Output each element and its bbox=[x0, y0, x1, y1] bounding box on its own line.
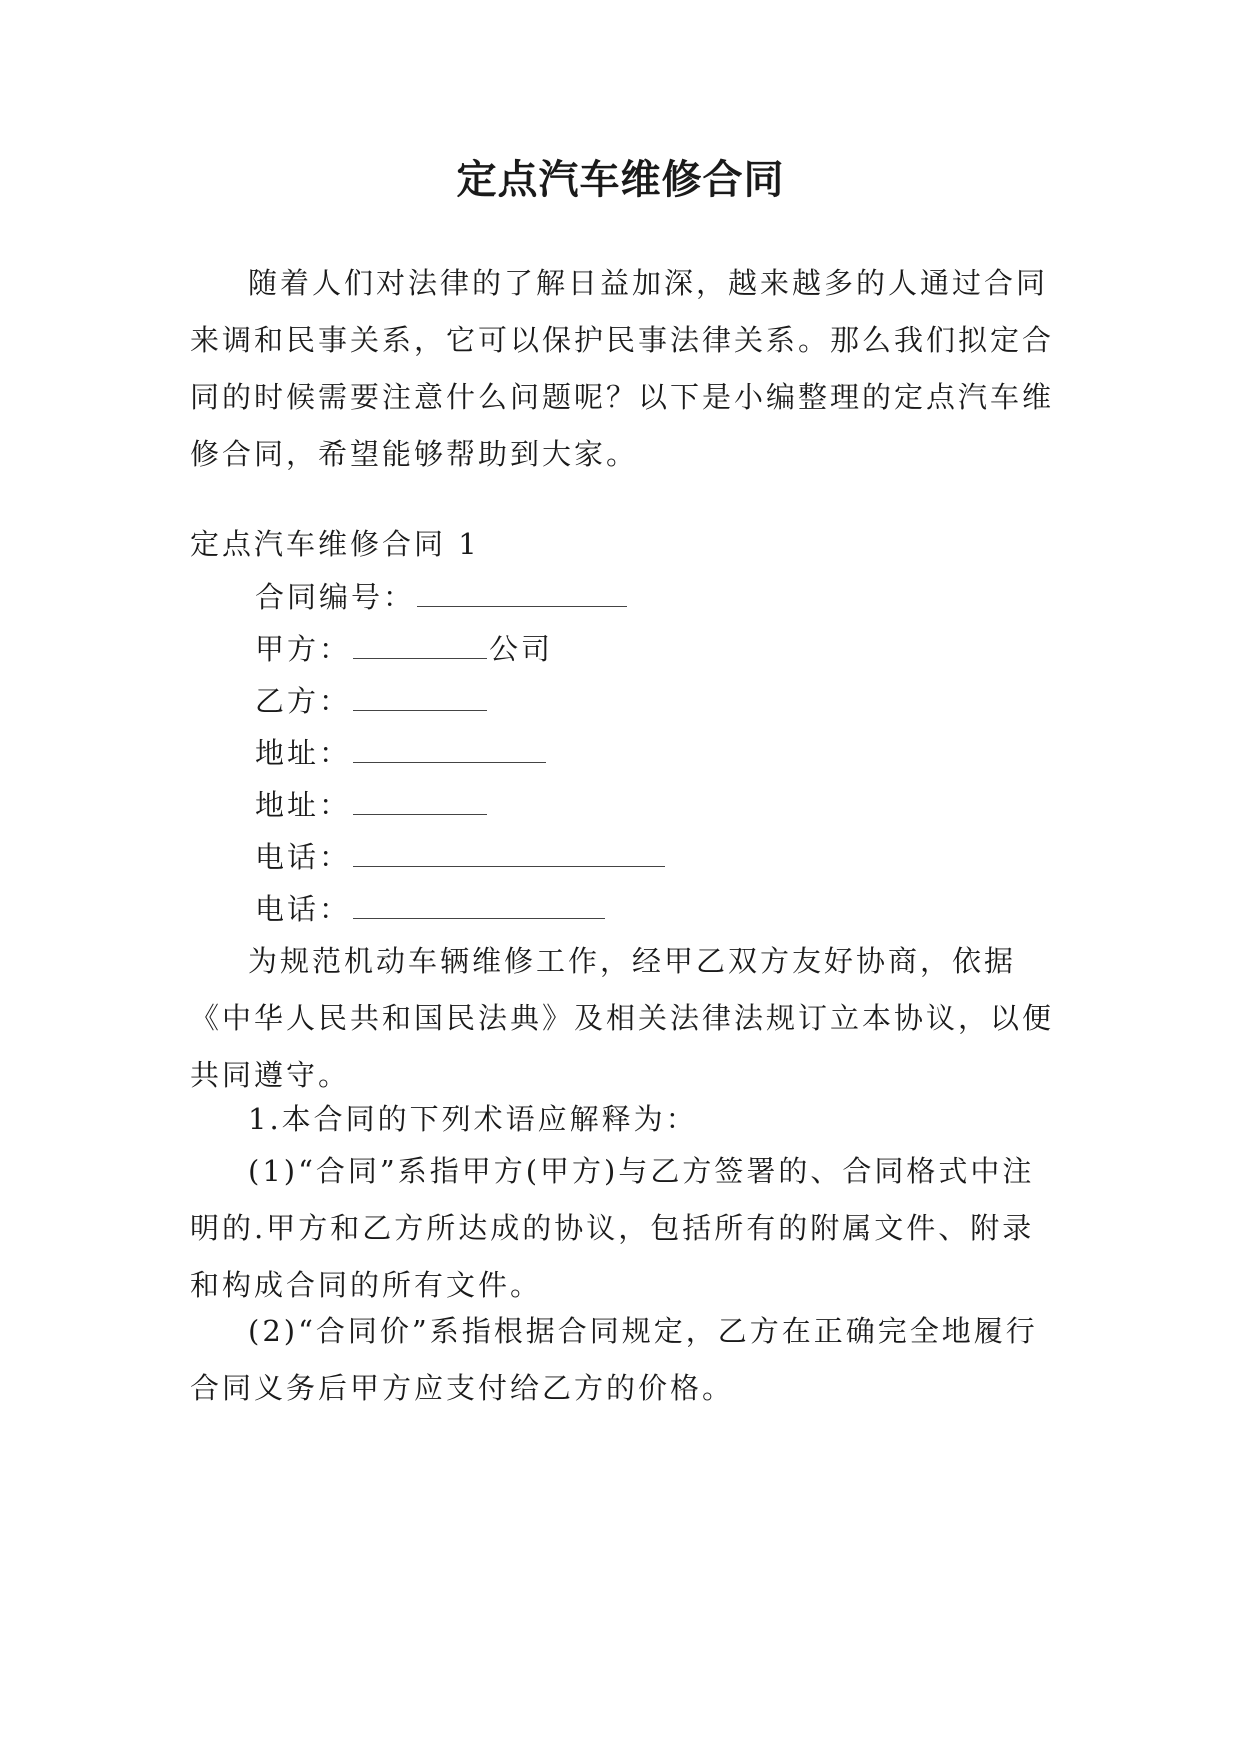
section-heading: 定点汽车维修合同 1 bbox=[190, 527, 480, 561]
field-label: 电话： bbox=[255, 840, 352, 874]
party-a-blank bbox=[353, 636, 487, 659]
field-label: 合同编号： bbox=[255, 580, 416, 614]
party-b-blank bbox=[353, 688, 487, 711]
clause-1-1: (1)“合同”系指甲方(甲方)与乙方签署的、合同格式中注明的.甲方和乙方所达成的协议，包括所有的附属文件、附录和构成合同的所有文件。 bbox=[190, 1154, 1035, 1302]
clause-1: 1.本合同的下列术语应解释为： bbox=[248, 1102, 698, 1136]
party-a-field bbox=[255, 621, 553, 678]
phone-field-a bbox=[255, 829, 667, 886]
document-title: 定点汽车维修合同 bbox=[456, 157, 785, 203]
field-label: 地址： bbox=[255, 736, 352, 770]
purpose-paragraph: 为规范机动车辆维修工作，经甲乙双方友好协商，依据《中华人民共和国民法典》及相关法律法规订立本协议，以便共同遵守。 bbox=[190, 944, 1055, 1092]
contract-number-blank bbox=[417, 584, 627, 607]
address-a-blank bbox=[353, 740, 546, 763]
phone-a-blank bbox=[353, 844, 665, 867]
phone-field-b bbox=[255, 881, 607, 938]
contract-number-field bbox=[255, 569, 629, 626]
clause-1-2: (2)“合同价”系指根据合同规定，乙方在正确完全地履行合同义务后甲方应支付给乙方的价格。 bbox=[190, 1314, 1038, 1405]
address-field-a bbox=[255, 725, 548, 782]
field-label: 甲方： bbox=[255, 632, 352, 666]
address-field-b bbox=[255, 777, 489, 834]
intro-paragraph: 随着人们对法律的了解日益加深，越来越多的人通过合同来调和民事关系，它可以保护民事法律关系。那么我们拟定合同的时候需要注意什么问题呢？以下是小编整理的定点汽车维修合同，希望能够帮助到大家。 bbox=[190, 266, 1055, 471]
field-label: 乙方： bbox=[255, 684, 352, 718]
party-b-field bbox=[255, 673, 489, 730]
address-b-blank bbox=[353, 792, 487, 815]
field-suffix: 公司 bbox=[489, 632, 554, 666]
field-label: 电话： bbox=[255, 892, 352, 926]
phone-b-blank bbox=[353, 896, 605, 919]
field-label: 地址： bbox=[255, 788, 352, 822]
